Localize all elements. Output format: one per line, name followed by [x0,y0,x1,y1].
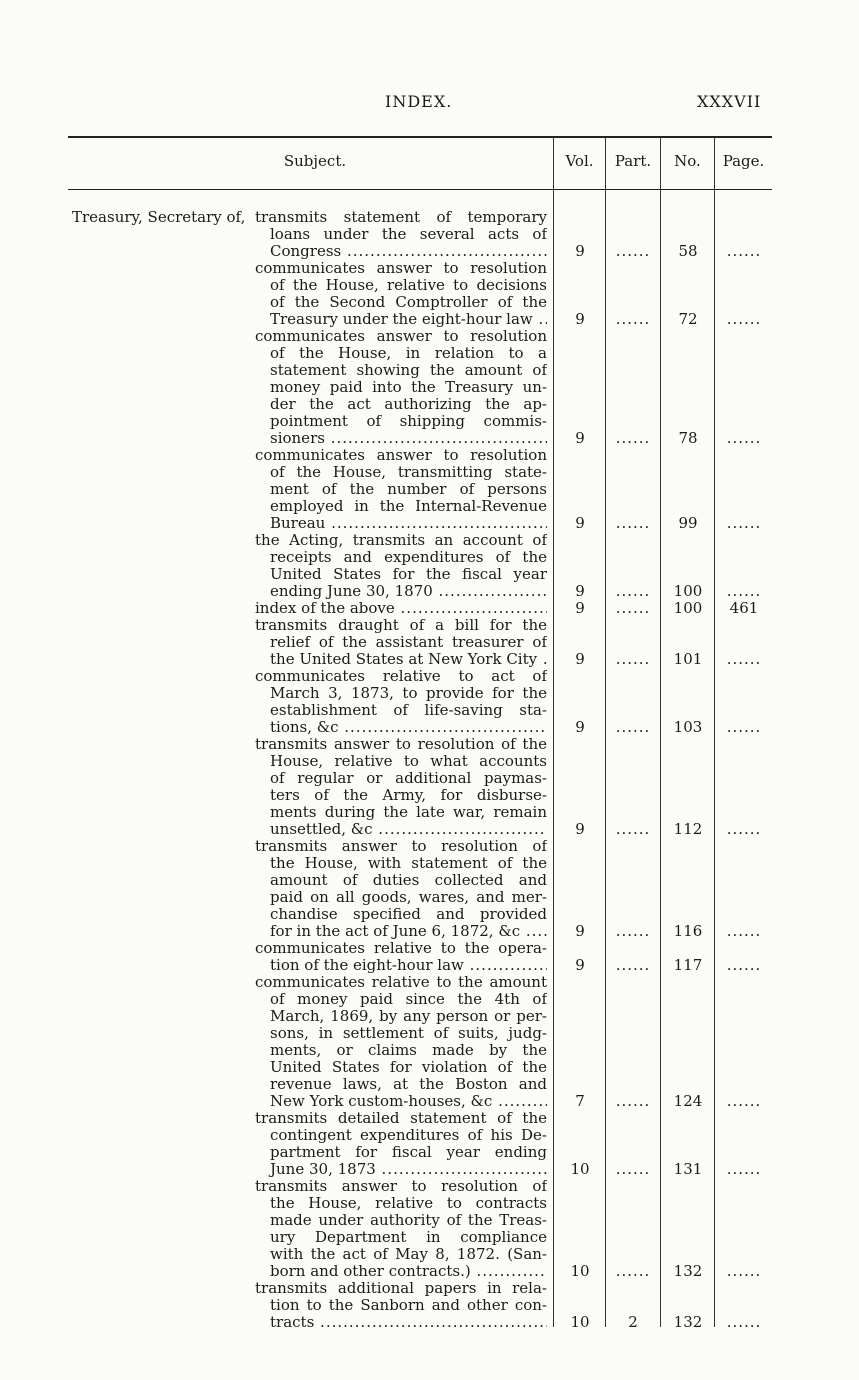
entry-line: ment of the number of persons [270,481,547,498]
entry-line: of the House, in relation to a [270,345,547,362]
column-header-vol: Vol. [565,152,594,170]
entry-line: loans under the several acts of [270,226,547,243]
index-entry [255,1178,547,1280]
entry-line: communicates answer to resolution [255,447,547,464]
index-entry [255,209,547,260]
entry-no: 116 [673,922,703,940]
entry-line: born and other contracts.) ..... [255,1263,547,1280]
entry-page-blank: ...... [726,1092,762,1110]
header-top-rule [68,136,772,138]
entry-line: communicates relative to the amount [255,974,547,991]
entry-page-blank: ...... [726,922,762,940]
entry-line: der the act authorizing the ap- [270,396,547,413]
entry-line: partment for fiscal year ending [270,1144,547,1161]
index-entry [255,1280,547,1331]
entry-part-blank: ...... [615,718,651,736]
entry-no: 78 [678,429,698,447]
index-entry [255,1110,547,1178]
index-entry [255,532,547,600]
entry-line: of the House, relative to decisions [270,277,547,294]
entry-line: June 30, 1873 ..... [255,1161,547,1178]
entry-line: the House, with statement of the [270,855,547,872]
entry-line: pointment of shipping commis- [270,413,547,430]
entry-line: ments, or claims made by the [270,1042,547,1059]
entry-vol: 9 [575,429,585,447]
entry-page-blank: ...... [726,582,762,600]
entry-no: 112 [673,820,703,838]
entry-page-blank: ...... [726,514,762,532]
entry-line: communicates relative to act of [255,668,547,685]
entry-vol: 10 [570,1313,590,1331]
entry-line: transmits statement of temporary [255,209,547,226]
entry-part-blank: ...... [615,582,651,600]
entry-line: the United States at New York City ..... [255,651,547,668]
entry-part-blank: ...... [615,242,651,260]
index-entry [255,668,547,736]
entry-line: United States for violation of the [270,1059,547,1076]
index-heading-entry: Treasury, Secretary of, [72,208,246,226]
entry-line: transmits detailed statement of the [255,1110,547,1127]
index-entry [255,328,547,447]
page-number-roman: XXXVII [697,92,762,111]
page-title: INDEX. [385,92,453,111]
column-divider-vol [553,137,554,1327]
entry-part-blank: ...... [615,922,651,940]
entry-line: paid on all goods, wares, and mer- [270,889,547,906]
entry-part-blank: ...... [615,429,651,447]
column-divider-page [714,137,715,1327]
entry-no: 124 [673,1092,703,1110]
entry-line: ending June 30, 1870 ..... [255,583,547,600]
column-divider-no [660,137,661,1327]
index-entry [255,940,547,974]
entry-line: communicates answer to resolution [255,328,547,345]
entry-line: New York custom-houses, &c ..... [255,1093,547,1110]
entry-line: ury Department in compliance [270,1229,547,1246]
entry-page-blank: ...... [726,429,762,447]
entry-line: transmits answer to resolution of [255,838,547,855]
entry-vol: 9 [575,718,585,736]
entry-no: 132 [673,1262,703,1280]
index-entry [255,617,547,668]
entry-line: chandise specified and provided [270,906,547,923]
column-header-page: Page. [722,152,765,170]
entry-part-blank: ...... [615,1262,651,1280]
header-bottom-rule [68,189,772,190]
entry-no: 101 [673,650,703,668]
entry-no: 132 [673,1313,703,1331]
entry-no: 131 [673,1160,703,1178]
entry-line: establishment of life-saving sta- [270,702,547,719]
entry-line: revenue laws, at the Boston and [270,1076,547,1093]
entry-line: of money paid since the 4th of [270,991,547,1008]
entry-part-blank: ...... [615,310,651,328]
entry-vol: 10 [570,1262,590,1280]
index-entry [255,600,547,617]
entry-line: made under authority of the Treas- [270,1212,547,1229]
entry-line: for in the act of June 6, 1872, &c ..... [255,923,547,940]
entry-line: Treasury under the eight-hour law ..... [255,311,547,328]
entry-line: United States for the fiscal year [270,566,547,583]
entry-line: March 3, 1873, to provide for the [270,685,547,702]
entry-vol: 9 [575,582,585,600]
entry-page: 461 [729,599,759,617]
entry-page-blank: ...... [726,718,762,736]
entry-vol: 9 [575,820,585,838]
entry-vol: 9 [575,599,585,617]
entry-vol: 9 [575,514,585,532]
entry-page-blank: ...... [726,242,762,260]
index-entry [255,260,547,328]
entry-no: 72 [678,310,698,328]
entry-line: sons, in settlement of suits, judg- [270,1025,547,1042]
entry-line: ments during the late war, remain [270,804,547,821]
entry-vol: 9 [575,310,585,328]
entry-part-blank: ...... [615,599,651,617]
entry-line: transmits draught of a bill for the [255,617,547,634]
entry-page-blank: ...... [726,956,762,974]
entry-line: contingent expenditures of his De- [270,1127,547,1144]
entry-page-blank: ...... [726,1160,762,1178]
entry-line: the Acting, transmits an account of [255,532,547,549]
entry-no: 100 [673,582,703,600]
entry-page-blank: ...... [726,310,762,328]
entry-vol: 9 [575,650,585,668]
entry-line: tion to the Sanborn and other con- [270,1297,547,1314]
index-entry [255,447,547,532]
entry-part-blank: ...... [615,956,651,974]
entry-vol: 10 [570,1160,590,1178]
entry-part-blank: ...... [615,650,651,668]
entry-line: of the Second Comptroller of the [270,294,547,311]
entry-line: tracts ..... [255,1314,547,1331]
entry-vol: 9 [575,956,585,974]
column-header-part: Part. [614,152,652,170]
entry-line: House, relative to what accounts [270,753,547,770]
entry-vol: 7 [575,1092,585,1110]
entry-line: of the House, transmitting state- [270,464,547,481]
index-entry [255,736,547,838]
entry-line: statement showing the amount of [270,362,547,379]
entry-line: money paid into the Treasury un- [270,379,547,396]
entry-line: unsettled, &c ..... [255,821,547,838]
entry-line: relief of the assistant treasurer of [270,634,547,651]
entry-line: Bureau ..... [255,515,547,532]
entry-part: 2 [628,1313,638,1331]
entry-line: communicates answer to resolution [255,260,547,277]
entry-part-blank: ...... [615,820,651,838]
entry-line: tions, &c ..... [255,719,547,736]
entry-line: the House, relative to contracts [270,1195,547,1212]
index-entry [255,974,547,1110]
entry-line: index of the above ..... [255,600,547,617]
entry-no: 103 [673,718,703,736]
entry-line: transmits answer to resolution of [255,1178,547,1195]
entry-no: 100 [673,599,703,617]
entry-page-blank: ...... [726,820,762,838]
entry-line: transmits answer to resolution of the [255,736,547,753]
entry-page-blank: ...... [726,1313,762,1331]
entry-line: employed in the Internal-Revenue [270,498,547,515]
column-header-no: No. [674,152,701,170]
entry-line: transmits additional papers in rela- [255,1280,547,1297]
entry-part-blank: ...... [615,1092,651,1110]
entry-line: communicates relative to the opera- [255,940,547,957]
entry-line: receipts and expenditures of the [270,549,547,566]
index-entry [255,838,547,940]
entry-page-blank: ...... [726,1262,762,1280]
entry-no: 99 [678,514,698,532]
entry-page-blank: ...... [726,650,762,668]
entry-line: amount of duties collected and [270,872,547,889]
entry-line: March, 1869, by any person or per- [270,1008,547,1025]
column-header-subject: Subject. [283,152,347,170]
entry-no: 58 [678,242,698,260]
entry-line: sioners ..... [255,430,547,447]
entry-line: ters of the Army, for disburse- [270,787,547,804]
entry-line: with the act of May 8, 1872. (San- [270,1246,547,1263]
entry-line: Congress ..... [255,243,547,260]
column-divider-part [605,137,606,1327]
entry-part-blank: ...... [615,514,651,532]
entry-line: tion of the eight-hour law ..... [255,957,547,974]
entry-no: 117 [673,956,703,974]
entry-vol: 9 [575,922,585,940]
entry-vol: 9 [575,242,585,260]
entry-line: of regular or additional paymas- [270,770,547,787]
entry-part-blank: ...... [615,1160,651,1178]
